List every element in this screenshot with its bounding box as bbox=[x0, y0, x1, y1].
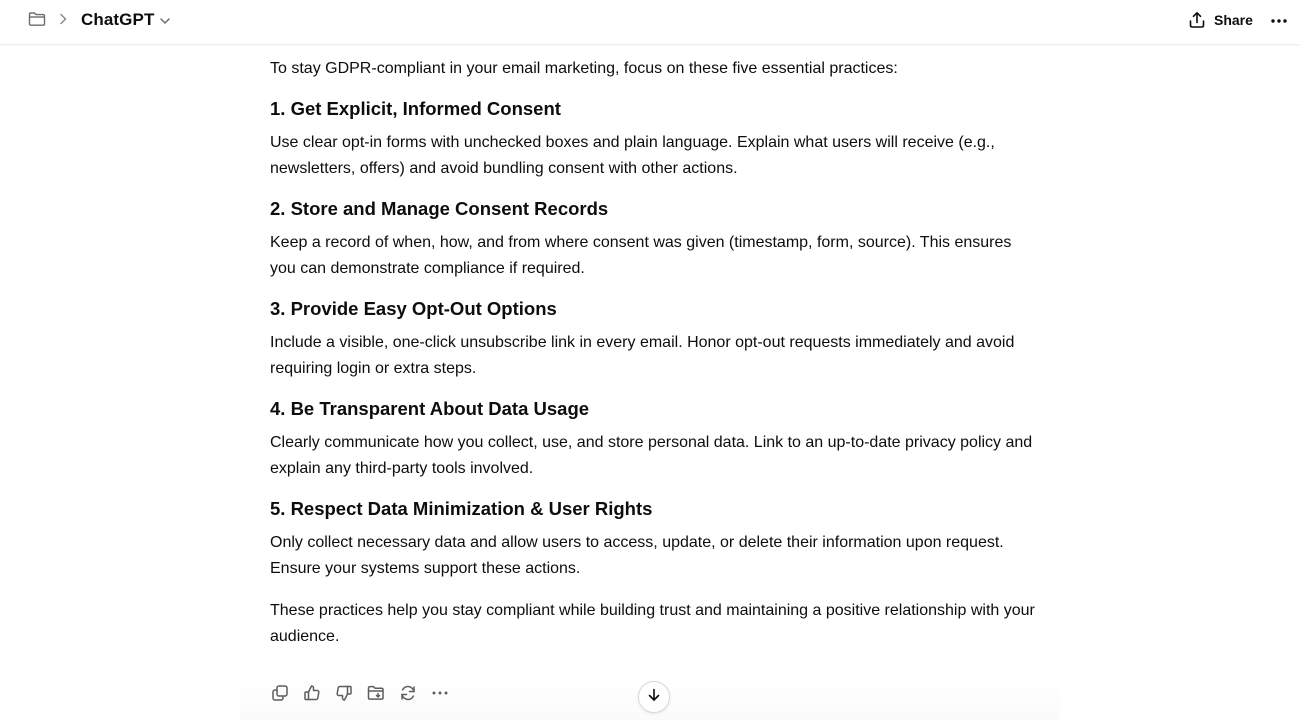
assistant-message bbox=[270, 56, 1050, 650]
share-icon bbox=[1188, 11, 1206, 29]
copy-icon bbox=[271, 684, 289, 707]
section-body: Use clear opt-in forms with unchecked boxes and plain language. Explain what users will receive (e.g., newsletters, offers) and avoid bundling consent with other actions. bbox=[270, 134, 995, 177]
top-bar bbox=[0, 0, 1300, 45]
thumbs-down-button[interactable] bbox=[328, 681, 360, 709]
section-body: Include a visible, one-click unsubscribe link in every email. Honor opt-out requests immediately and avoid requiring login or extra steps. bbox=[270, 334, 1015, 377]
practice-section bbox=[270, 396, 1050, 482]
section-heading: 1. Get Explicit, Informed Consent bbox=[270, 98, 561, 119]
section-heading: 3. Provide Easy Opt-Out Options bbox=[270, 298, 557, 319]
thumbs-down-icon bbox=[335, 684, 353, 707]
practice-section bbox=[270, 496, 1050, 582]
save-to-folder-button[interactable] bbox=[360, 681, 392, 709]
chevron-right-icon bbox=[57, 12, 69, 26]
message-actions bbox=[264, 681, 456, 709]
section-heading: 2. Store and Manage Consent Records bbox=[270, 198, 609, 219]
model-selector-button[interactable] bbox=[76, 6, 176, 34]
share-button[interactable] bbox=[1180, 6, 1261, 34]
thumbs-up-icon bbox=[303, 684, 321, 707]
folder-icon[interactable] bbox=[28, 11, 46, 27]
practice-section bbox=[270, 296, 1050, 382]
copy-button[interactable] bbox=[264, 681, 296, 709]
scroll-to-bottom-button[interactable] bbox=[638, 681, 670, 713]
message-intro: To stay GDPR-compliant in your email marketing, focus on these five essential practices: bbox=[270, 60, 898, 77]
section-body: Keep a record of when, how, and from where consent was given (timestamp, form, source). This ensures you can demonstrate compliance if required. bbox=[270, 234, 1012, 277]
regenerate-icon bbox=[399, 684, 417, 707]
arrow-down-icon bbox=[646, 687, 662, 708]
section-heading: 5. Respect Data Minimization & User Rights bbox=[270, 498, 653, 519]
share-label: Share bbox=[1214, 12, 1253, 28]
section-body: Clearly communicate how you collect, use, and store personal data. Link to an up-to-date privacy policy and explain any third-party tools involved. bbox=[270, 434, 1033, 477]
more-icon bbox=[1270, 11, 1288, 29]
more-actions-button[interactable] bbox=[424, 681, 456, 709]
regenerate-button[interactable] bbox=[392, 681, 424, 709]
chevron-down-icon bbox=[159, 14, 171, 26]
message-closing: These practices help you stay compliant while building trust and maintaining a positive relationship with your audience. bbox=[270, 602, 1035, 645]
section-heading: 4. Be Transparent About Data Usage bbox=[270, 398, 590, 419]
more-actions-icon bbox=[431, 684, 449, 707]
thumbs-up-button[interactable] bbox=[296, 681, 328, 709]
practice-section bbox=[270, 96, 1050, 182]
section-body: Only collect necessary data and allow users to access, update, or delete their information upon request. Ensure your systems support these actions. bbox=[270, 534, 1004, 577]
more-options-button[interactable] bbox=[1264, 6, 1294, 34]
model-name: ChatGPT bbox=[81, 10, 155, 29]
practice-section bbox=[270, 196, 1050, 282]
save-to-folder-icon bbox=[367, 684, 385, 707]
